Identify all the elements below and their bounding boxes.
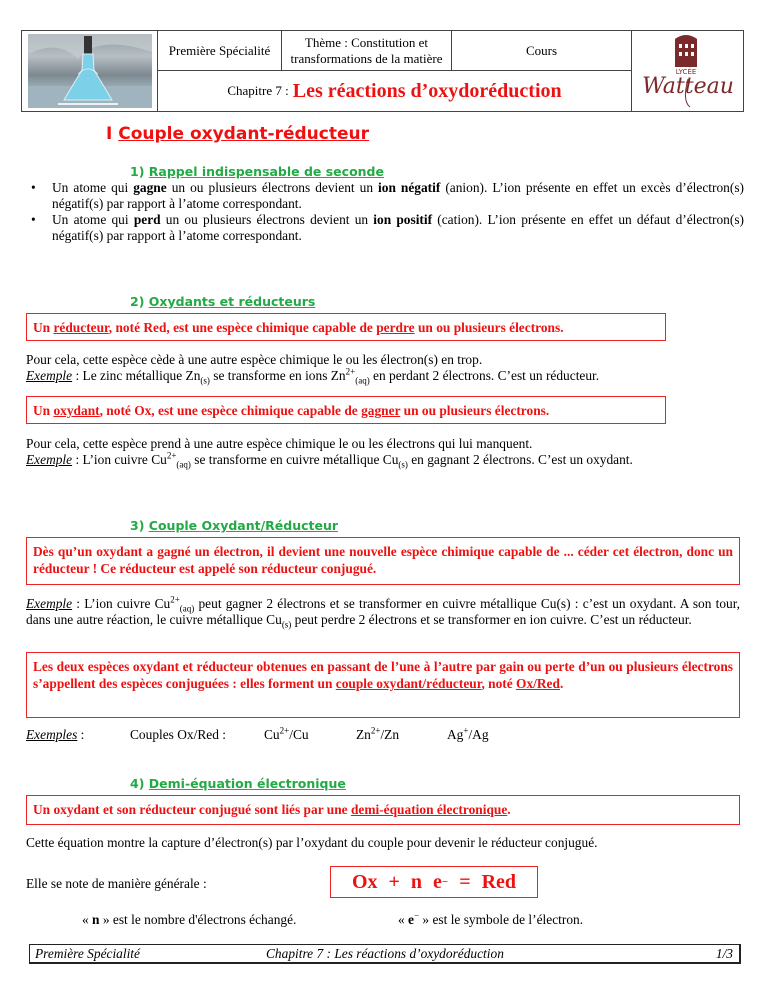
type-cell: Cours <box>525 42 558 58</box>
subsection-heading-3 <box>130 518 338 533</box>
header-table <box>21 30 744 112</box>
general-form-label: Elle se note de manière générale : <box>26 876 207 891</box>
oxidant-explanation: Pour cela, cette espèce prend à une autre espèce chimique le ou les électrons qui lui manquent. Exemple : L’ion cuivre $Cu^{2+}_{(aq)}$ se transforme en cuivre métallique $Cu_{(s)}$ en gagnant 2 électrons. C’est un oxydant. <box>26 436 633 470</box>
page-footer <box>29 944 741 964</box>
couple-item: Ag+/Ag <box>447 725 489 742</box>
subsection-title: Demi-équation électronique <box>148 776 346 791</box>
list-item: • Un atome qui gagne un ou plusieurs électrons devient un ion négatif (anion). L’ion présente en effet un excès d’électron(s) négatif(s) par rapport à l’atome correspondant. <box>24 180 744 212</box>
header-image-cell <box>22 31 158 111</box>
subsection-title: Rappel indispensable de seconde <box>148 164 384 179</box>
header-row-top <box>158 31 631 71</box>
examples-label: Exemples <box>26 727 78 742</box>
subsection-number: 1) <box>130 164 145 179</box>
theme-cell: Thème : Constitution et transformations de la matière <box>282 31 452 70</box>
subsection-heading-2 <box>130 294 315 309</box>
couples-label: Couples Ox/Red : <box>130 727 226 742</box>
list-item: • Un atome qui perd un ou plusieurs électrons devient un ion positif (cation). L’ion présente en effet un défaut d’électron(s) négatif(s) par rapport à l’atome correspondant. <box>24 212 744 244</box>
erlenmeyer-flask-image <box>28 34 152 108</box>
couple-item: $Zn^{2+}/Zn$ <box>356 725 400 742</box>
half-equation-explanation: Cette équation montre la capture d’électron(s) par l’oxydant du couple pour devenir le réducteur conjugué. <box>26 835 598 850</box>
note-n: « n » est le nombre d'électrons échangé. <box>82 912 297 927</box>
reducer-explanation: Pour cela, cette espèce cède à une autre espèce chimique le ou les électron(s) en trop. Exemple : Le zinc métallique $Zn_{(s)}$ se transforme en ions $Zn^{2+}_{(aq)}$ en perdant 2 électrons. C’est un réducteur. <box>26 352 600 386</box>
page-number: 1/3 <box>715 946 733 961</box>
section-number: I <box>106 124 113 144</box>
conjugate-example: Exemple : L’ion cuivre $Cu^{2+}_{(aq)}$ peut gagner 2 électrons et se transformer en cuivre métallique Cu(s) : c’est un oxydant. A son tour, dans une autre réaction, le cuivre métallique $Cu_{(s)}$ peut perdre 2 électrons et se transformer en ion cuivre. C’est un réducteur. <box>26 594 740 630</box>
half-equation-definition-box: Un oxydant et son réducteur conjugué sont liés par une demi-équation électronique. <box>26 795 740 825</box>
definition-box-oxidant: Un oxydant, noté Ox, est une espèce chimique capable de gagner un ou plusieurs électrons. <box>26 396 666 424</box>
subsection-number: 3) <box>130 518 145 533</box>
couple-item: $Cu^{2+}/Cu$ <box>264 725 309 742</box>
footer-chapter: Chapitre 7 : Les réactions d’oxydoréduction <box>266 946 504 961</box>
definition-box-reducer: Un réducteur, noté Red, est une espèce chimique capable de perdre un ou plusieurs électrons. <box>26 313 666 341</box>
chapter-title: Les réactions d’oxydoréduction <box>292 79 562 102</box>
reminder-list <box>24 180 744 244</box>
svg-text:Watteau: Watteau <box>642 74 734 99</box>
subsection-title: Couple Oxydant/Réducteur <box>148 518 339 533</box>
subsection-number: 2) <box>130 294 145 309</box>
header-row-chapter <box>158 71 631 111</box>
note-e: « e− » est le symbole de l’électron. <box>398 910 584 927</box>
chapter-prefix: Chapitre 7 : <box>227 83 289 98</box>
subsection-number: 4) <box>130 776 145 791</box>
lycee-watteau-logo <box>632 31 742 111</box>
subsection-heading-1 <box>130 164 384 179</box>
level-cell: Première Spécialité <box>158 31 282 70</box>
footer-level: Première Spécialité <box>35 946 140 961</box>
section-heading <box>106 124 369 144</box>
section-title: Couple oxydant-réducteur <box>118 124 370 144</box>
couple-definition-box: Les deux espèces oxydant et réducteur obtenues en passant de l’une à l’autre par gain ou perte d’un ou plusieurs électrons s’appellent des espèces conjuguées : elles forment un couple oxydant/réducteur, noté Ox/Red. <box>26 652 740 718</box>
conjugate-definition-box: Dès qu’un oxydant a gagné un électron, il devient une nouvelle espèce chimique capable de ... céder cet électron, donc un réducteur ! Ce réducteur est appelé son réducteur conjugué. <box>26 537 740 585</box>
svg-text:LYCÉE: LYCÉE <box>675 68 697 76</box>
general-half-equation: Ox + n e − = Red <box>330 866 538 898</box>
school-logo-cell <box>631 31 743 111</box>
subsection-heading-4 <box>130 776 346 791</box>
couple-examples: Exemples : Couples Ox/Red : $Cu^{2+}/Cu$ $Zn^{2+}/Zn$ Ag+/Ag <box>26 725 489 742</box>
subsection-title: Oxydants et réducteurs <box>148 294 316 309</box>
